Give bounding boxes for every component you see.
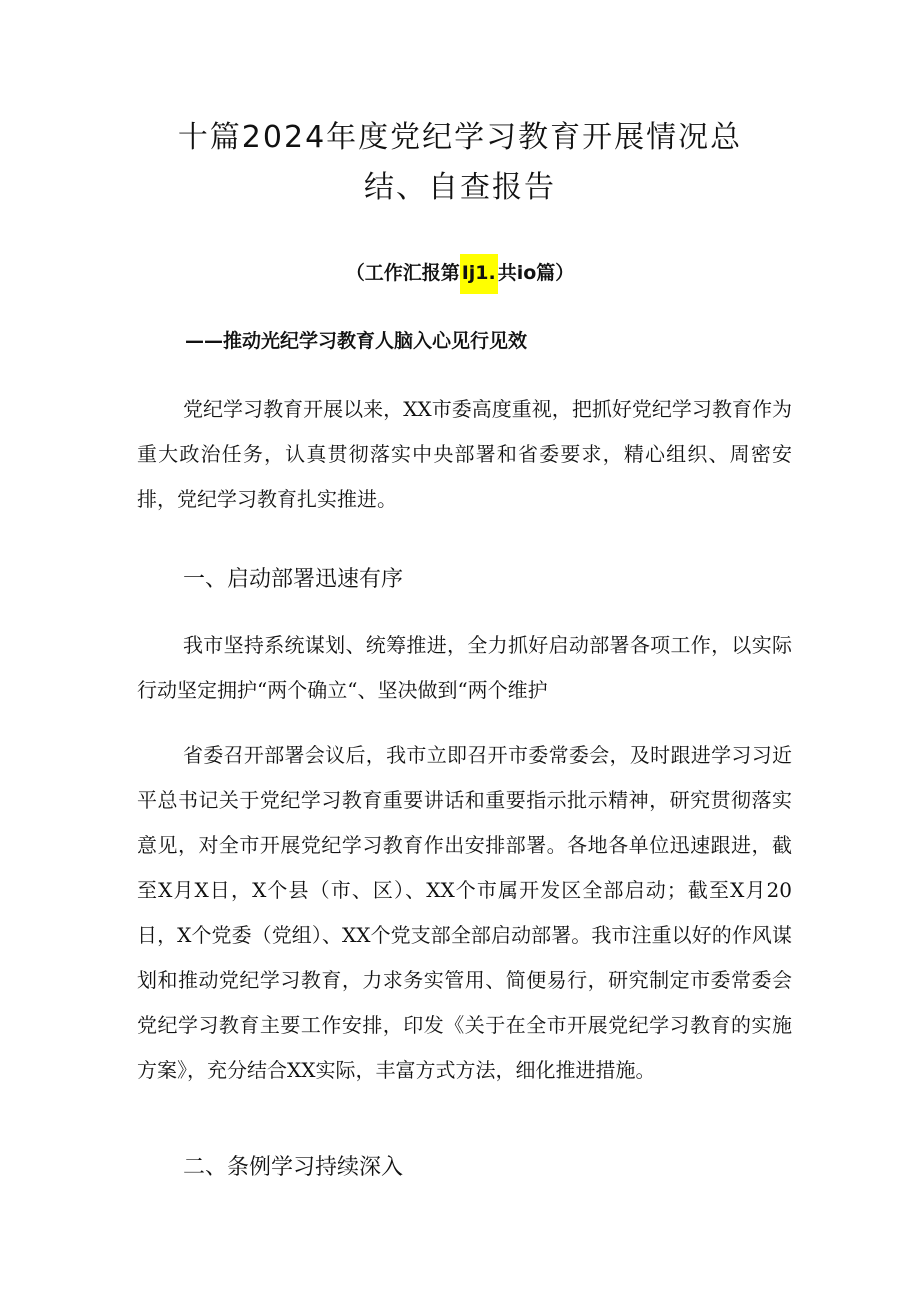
section-heading-1: 一、启动部署迅速有序	[183, 567, 404, 592]
subtitle-suffix: 共io篇）	[497, 262, 575, 284]
subtitle-prefix: （工作汇报第	[345, 262, 460, 284]
document-title-line-1: 十篇2024年度党纪学习教育开展情况总	[177, 120, 743, 155]
document-subtitle	[0, 258, 920, 285]
highlighted-text: Ij1.	[460, 254, 498, 294]
intro-paragraph: 党纪学习教育开展以来，XX市委高度重视，把抓好党纪学习教育作为重大政治任务，认真贯彻落实中央部署和省委要求，精心组织、周密安排，党纪学习教育扎实推进。	[137, 397, 792, 511]
section-1-paragraph-2: 省委召开部署会议后，我市立即召开市委常委会，及时跟进学习习近平总书记关于党纪学习教育重要讲话和重要指示批示精神，研究贯彻落实意见，对全市开展党纪学习教育作出安排部署。各地各单位迅速跟进，截至X月X日，X个县（市、区）、XX个市属开发区全部启动；截至X月20日，X个党委（党组）、XX个党支部全部启动部署。我市注重以好的作风谋划和推动党纪学习教育，力求务实管用、简便易行，研究制定市委常委会党纪学习教育主要工作安排，印发《关于在全市开展党纪学习教育的实施方案》，充分结合XX实际，丰富方式方法，细化推进措施。	[137, 743, 792, 1082]
document-tagline: ——推动光纪学习教育人脑入心见行见效	[185, 330, 528, 352]
section-heading-2: 二、条例学习持续深入	[183, 1155, 404, 1180]
document-title-line-2: 结、自查报告	[364, 170, 556, 205]
section-1-paragraph-1: 我市坚持系统谋划、统筹推进，全力抓好启动部署各项工作，以实际行动坚定拥护“两个确立“、坚决做到“两个维护	[137, 633, 792, 702]
